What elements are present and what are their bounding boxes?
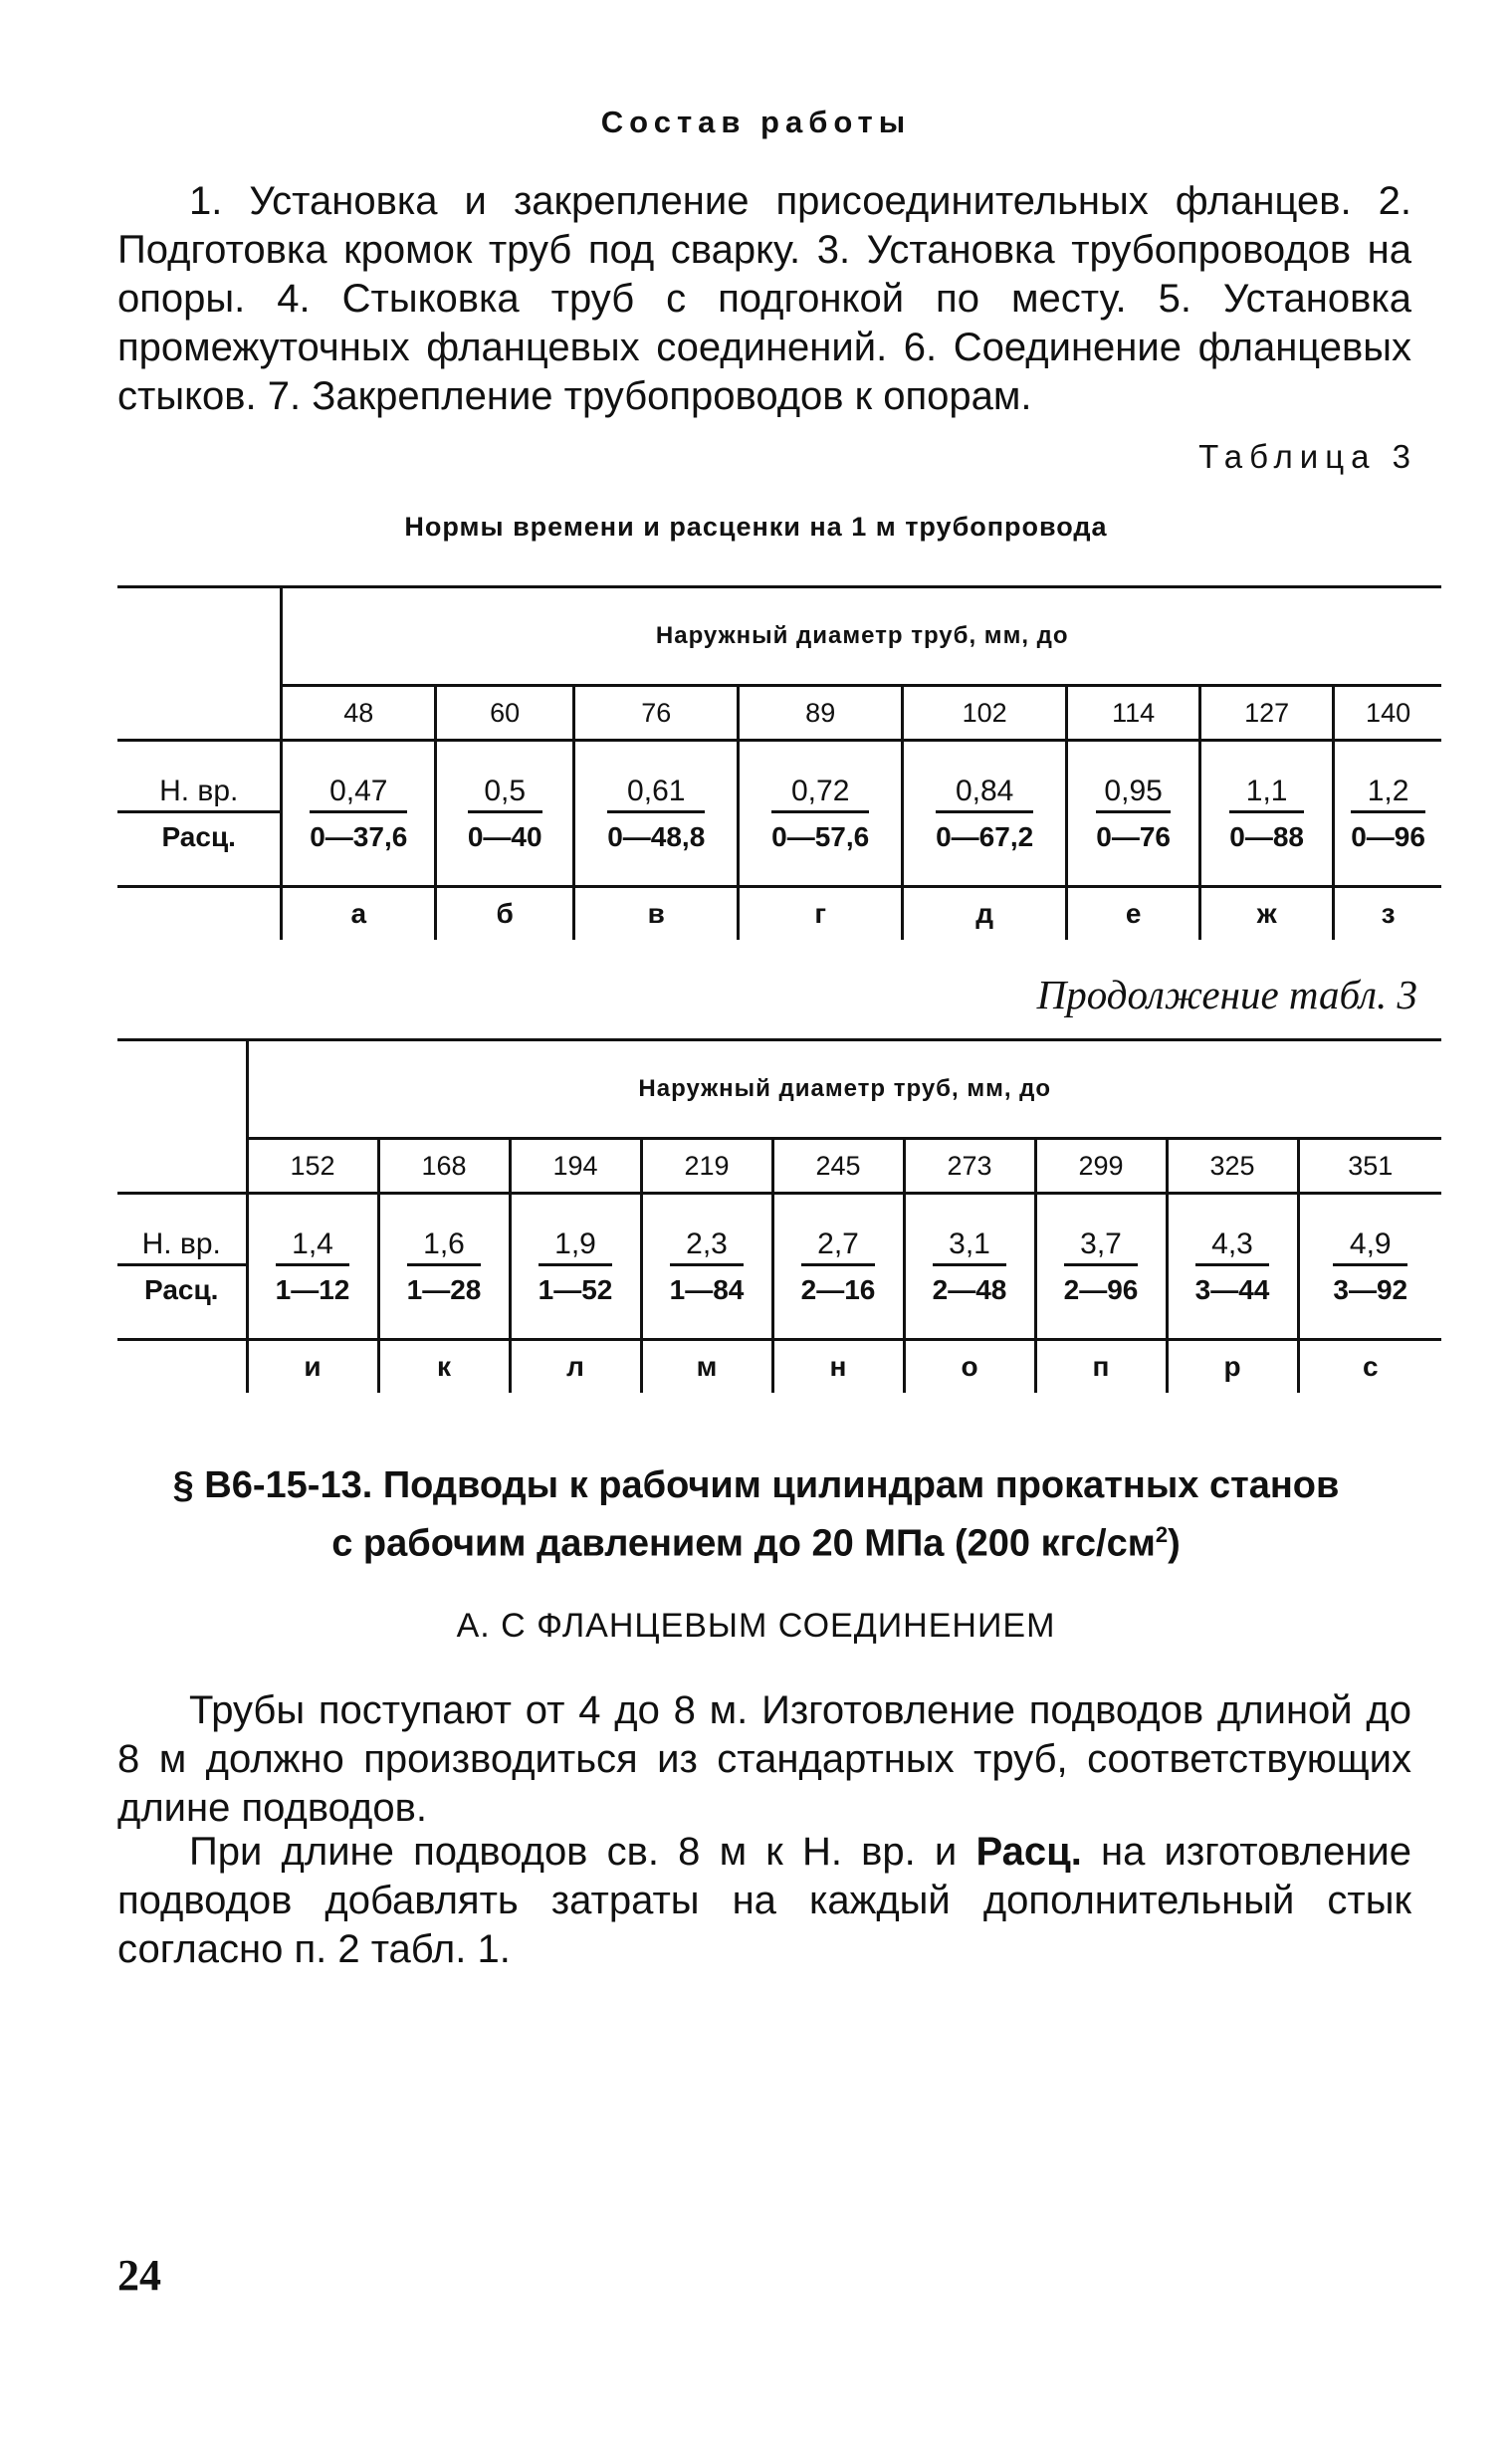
rate-value: 0—48,8 bbox=[607, 820, 706, 852]
rate-label: Расц. bbox=[161, 820, 236, 852]
section-title-line-2 bbox=[0, 1510, 1512, 1569]
diameter-cell: 168 bbox=[378, 1139, 510, 1194]
rate-value: 0—40 bbox=[467, 820, 542, 852]
norm-value: 1,2 bbox=[1351, 775, 1425, 813]
norm-value: 2,3 bbox=[670, 1227, 745, 1266]
column-letter: з bbox=[1334, 887, 1441, 941]
column-letter: и bbox=[247, 1340, 378, 1394]
rate-value: 0—57,6 bbox=[771, 820, 870, 852]
norms-table-1 bbox=[117, 585, 1441, 940]
diameter-cell: 273 bbox=[904, 1139, 1035, 1194]
column-letter: е bbox=[1067, 887, 1200, 941]
section-title-line-2-text: с рабочим давлением до 20 МПа (200 кгс/см bbox=[331, 1522, 1156, 1565]
column-letter: к bbox=[378, 1340, 510, 1394]
letters-row bbox=[117, 887, 1441, 941]
diameter-cell: 299 bbox=[1035, 1139, 1167, 1194]
rate-abbreviation: Расц. bbox=[975, 1830, 1082, 1874]
norm-label: Н. вр. bbox=[117, 775, 280, 813]
table-corner bbox=[117, 1040, 247, 1139]
rate-value: 0—96 bbox=[1351, 820, 1425, 852]
column-letter: н bbox=[772, 1340, 904, 1394]
rate-value: 2—96 bbox=[1063, 1273, 1139, 1305]
section-title-line-1: § В6-15-13. Подводы к рабочим цилиндрам прокатных станов bbox=[172, 1464, 1340, 1506]
rate-value: 0—37,6 bbox=[310, 820, 408, 852]
rate-value: 2—16 bbox=[800, 1273, 876, 1305]
norm-value: 0,47 bbox=[310, 775, 407, 813]
norm-value: 4,3 bbox=[1195, 1227, 1270, 1266]
column-letter: м bbox=[641, 1340, 772, 1394]
diameter-cell: 325 bbox=[1167, 1139, 1298, 1194]
continuation-label: Продолжение табл. 3 bbox=[1036, 972, 1417, 1017]
diameter-cell: 76 bbox=[574, 686, 739, 741]
rate-value: 1—28 bbox=[406, 1273, 482, 1305]
values-row bbox=[117, 1194, 1441, 1340]
norm-label: Н. вр. bbox=[117, 1227, 246, 1266]
norm-value: 0,72 bbox=[771, 775, 869, 813]
norm-value: 1,4 bbox=[276, 1227, 350, 1266]
norm-value: 3,7 bbox=[1064, 1227, 1139, 1266]
work-composition-text: 1. Установка и закрепление присоединительных фланцев. 2. Подготовка кромок труб под сварку. 3. Установка трубопроводов на опоры. 4. Стыковка труб с подгонкой по месту. 5. Установка промежуточных фланцевых соединений. 6. Соединение фланцевых стыков. 7. Закрепление трубопроводов к опорам. bbox=[117, 179, 1411, 418]
length-paragraph-end: на изготовление подводов добавлять затраты на каждый дополнительный стык согласно п. 2 табл. 1. bbox=[117, 1830, 1412, 1971]
column-letter: г bbox=[739, 887, 903, 941]
rate-value: 2—48 bbox=[932, 1273, 1007, 1305]
pipes-paragraph: Трубы поступают от 4 до 8 м. Изготовление подводов длиной до 8 м должно производиться из стандартных труб, соответствующих длине подводов. bbox=[117, 1688, 1411, 1830]
diameter-row bbox=[117, 686, 1441, 741]
norm-value: 0,5 bbox=[468, 775, 542, 813]
column-letter: п bbox=[1035, 1340, 1167, 1394]
column-letter: д bbox=[903, 887, 1067, 941]
page-number: 24 bbox=[117, 2251, 161, 2300]
column-letter: а bbox=[282, 887, 436, 941]
diameter-header: Наружный диаметр труб, мм, до bbox=[282, 587, 1441, 686]
norm-value: 3,1 bbox=[933, 1227, 1007, 1266]
norm-value: 0,84 bbox=[936, 775, 1033, 813]
diameter-cell: 102 bbox=[903, 686, 1067, 741]
row-label bbox=[117, 1194, 247, 1340]
rate-value: 0—67,2 bbox=[936, 820, 1034, 852]
rate-value: 3—44 bbox=[1194, 1273, 1270, 1305]
section-title-line-2-suffix: ) bbox=[1168, 1522, 1181, 1565]
diameter-cell: 245 bbox=[772, 1139, 904, 1194]
diameter-cell: 152 bbox=[247, 1139, 378, 1194]
column-letter: с bbox=[1298, 1340, 1441, 1394]
values-row bbox=[117, 741, 1441, 887]
norm-value: 2,7 bbox=[801, 1227, 876, 1266]
diameter-cell: 127 bbox=[1200, 686, 1334, 741]
column-letter: б bbox=[436, 887, 574, 941]
norm-value: 1,1 bbox=[1229, 775, 1304, 813]
rate-value: 1—84 bbox=[669, 1273, 745, 1305]
rate-value: 3—92 bbox=[1333, 1273, 1408, 1305]
letters-row bbox=[117, 1340, 1441, 1394]
subsection-title: А. С ФЛАНЦЕВЫМ СОЕДИНЕНИЕМ bbox=[456, 1607, 1056, 1645]
superscript-exponent: 2 bbox=[1155, 1522, 1169, 1547]
column-letter: в bbox=[574, 887, 739, 941]
diameter-cell: 194 bbox=[510, 1139, 641, 1194]
rate-value: 0—76 bbox=[1096, 820, 1171, 852]
rate-value: 1—52 bbox=[538, 1273, 613, 1305]
column-letter: л bbox=[510, 1340, 641, 1394]
norm-value: 0,95 bbox=[1096, 775, 1171, 813]
norms-table-2 bbox=[117, 1038, 1441, 1393]
diameter-cell: 140 bbox=[1334, 686, 1441, 741]
diameter-cell: 60 bbox=[436, 686, 574, 741]
column-letter: р bbox=[1167, 1340, 1298, 1394]
work-composition-heading: Состав работы bbox=[600, 105, 912, 139]
column-letter: ж bbox=[1200, 887, 1334, 941]
table-title: Нормы времени и расценки на 1 м трубопровода bbox=[404, 512, 1108, 542]
rate-value: 1—12 bbox=[275, 1273, 350, 1305]
diameter-header: Наружный диаметр труб, мм, до bbox=[247, 1040, 1441, 1139]
diameter-cell: 114 bbox=[1067, 686, 1200, 741]
norm-value: 0,61 bbox=[607, 775, 705, 813]
table-label: Таблица 3 bbox=[1198, 438, 1417, 475]
diameter-row bbox=[117, 1139, 1441, 1194]
norm-value: 1,6 bbox=[407, 1227, 482, 1266]
length-paragraph-start: При длине подводов св. 8 м к Н. вр. и bbox=[189, 1830, 976, 1874]
diameter-cell: 89 bbox=[739, 686, 903, 741]
norm-value: 4,9 bbox=[1333, 1227, 1407, 1266]
norm-value: 1,9 bbox=[539, 1227, 613, 1266]
diameter-cell: 48 bbox=[282, 686, 436, 741]
diameter-cell: 351 bbox=[1298, 1139, 1441, 1194]
rate-label: Расц. bbox=[144, 1273, 219, 1305]
table-corner bbox=[117, 587, 282, 686]
section-title bbox=[0, 1460, 1512, 1569]
row-label bbox=[117, 741, 282, 887]
length-paragraph bbox=[117, 1828, 1411, 1974]
column-letter: о bbox=[904, 1340, 1035, 1394]
rate-value: 0—88 bbox=[1229, 820, 1304, 852]
diameter-cell: 219 bbox=[641, 1139, 772, 1194]
